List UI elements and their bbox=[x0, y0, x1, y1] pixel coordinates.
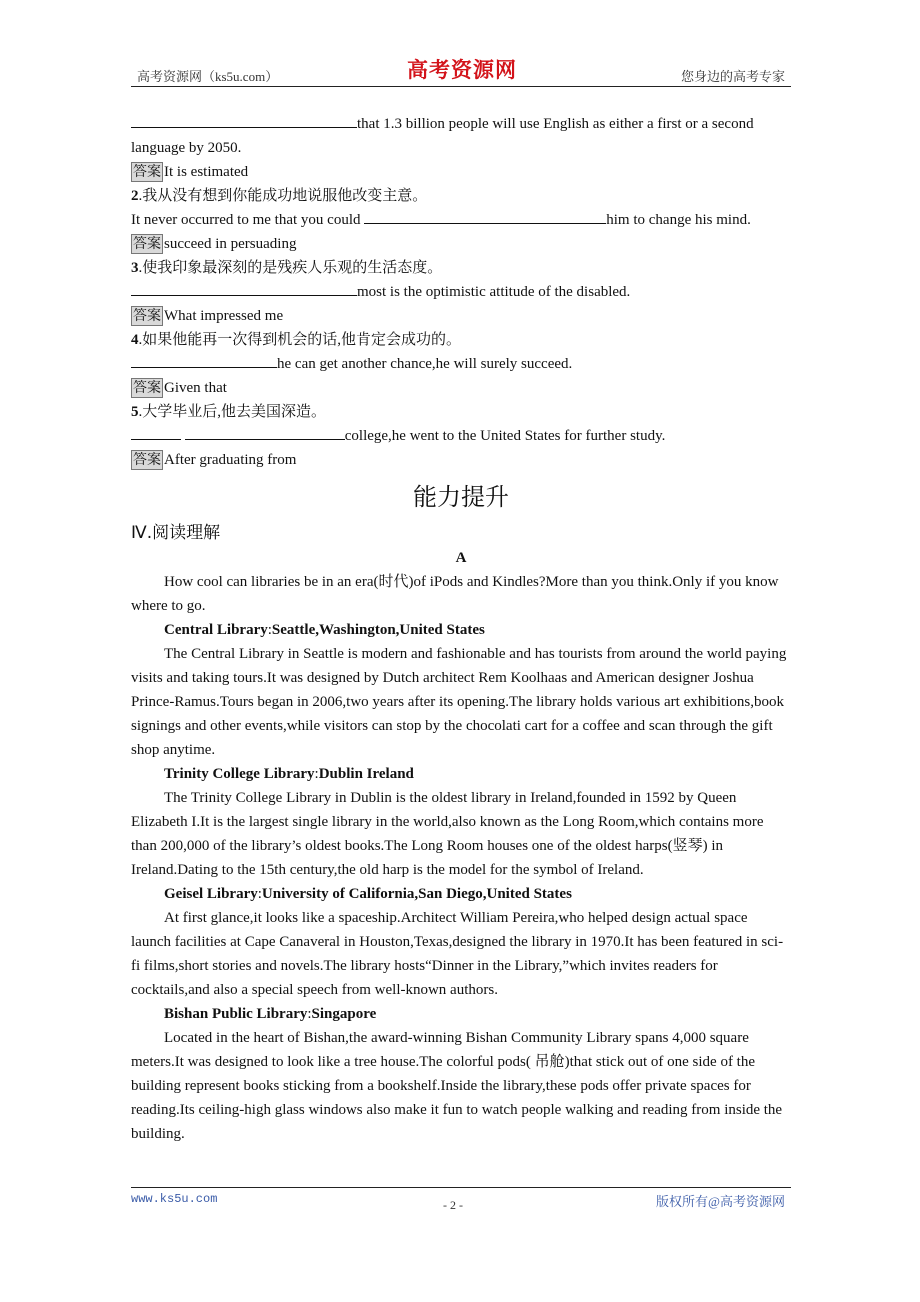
reading-subtitle: Ⅳ.阅读理解 bbox=[131, 523, 221, 543]
passage-label: A bbox=[455, 550, 467, 566]
page-content bbox=[131, 112, 791, 1146]
exercise-2-chinese: 2.我从没有想到你能成功地说服他改变主意。 bbox=[131, 188, 428, 204]
footer-copyright: 版权所有@高考资源网 bbox=[656, 1194, 785, 1209]
exercise-5-answer: 答案 After graduating from bbox=[133, 452, 297, 468]
library-paragraph: At first glance,it looks like a spaceship.Architect William Pereira,who helped design actual space launch facilities at Cape Canaveral in Houston,Texas,designed the library in 1970.It has been featured in sci-fi films,short stories and novels.The library hosts“Dinner in the Library,”which invites readers for cocktails,and also a special speech from well-known authors. bbox=[131, 910, 784, 998]
page-number: - 2 - bbox=[443, 1198, 463, 1212]
footer-site-link[interactable]: www.ks5u.com bbox=[131, 1192, 218, 1206]
exercise-4-answer: 答案 Given that bbox=[133, 380, 227, 396]
answer-label: 答案 bbox=[133, 452, 161, 468]
section-title: 能力提升 bbox=[413, 483, 509, 511]
header-site-name: 高考资源网（ks5u.com） bbox=[137, 69, 279, 84]
exercise-4-sentence: he can get another chance,he will surely succeed. bbox=[131, 352, 791, 376]
passage-intro: How cool can libraries be in an era(时代)of iPods and Kindles?More than you think.Only if you know where to go. bbox=[131, 574, 779, 614]
library-heading: Bishan Public Library:Singapore bbox=[164, 1006, 377, 1022]
answer-label: 答案 bbox=[133, 164, 161, 180]
answer-label: 答案 bbox=[133, 236, 161, 252]
page-header bbox=[131, 57, 791, 87]
exercise-5-sentence: college,he went to the United States for further study. bbox=[131, 424, 791, 448]
header-logo: 高考资源网 bbox=[407, 57, 517, 82]
page-footer bbox=[131, 1187, 791, 1218]
answer-label: 答案 bbox=[133, 308, 161, 324]
exercise-4-chinese: 4.如果他能再一次得到机会的话,他肯定会成功的。 bbox=[131, 332, 462, 348]
library-heading: Geisel Library:University of California,San Diego,United States bbox=[164, 886, 572, 902]
answer-blank bbox=[131, 425, 181, 440]
header-slogan: 您身边的高考专家 bbox=[680, 69, 785, 84]
exercise-1-sentence: that 1.3 billion people will use English as either a first or a second language by 2050. bbox=[131, 112, 791, 160]
exercise-5-chinese: 5.大学毕业后,他去美国深造。 bbox=[131, 404, 327, 420]
exercise-3-sentence: most is the optimistic attitude of the disabled. bbox=[131, 280, 791, 304]
library-paragraph: Located in the heart of Bishan,the award-winning Bishan Community Library spans 4,000 square meters.It was designed to look like a tree house.The colorful pods( 吊舱)that stick out of one side of the building represent books sticking from a bookshelf.Inside the library,these pods offer private spaces for reading.Its ceiling-high glass windows also make it fun to watch people walking and reading from inside the building. bbox=[131, 1030, 783, 1142]
answer-blank bbox=[185, 425, 345, 440]
library-heading: Central Library:Seattle,Washington,United States bbox=[164, 622, 485, 638]
answer-blank bbox=[131, 353, 277, 368]
answer-blank bbox=[364, 209, 606, 224]
answer-blank bbox=[131, 281, 357, 296]
exercise-2-sentence: It never occurred to me that you could him to change his mind. bbox=[131, 208, 791, 232]
library-heading: Trinity College Library:Dublin Ireland bbox=[164, 766, 414, 782]
library-paragraph: The Trinity College Library in Dublin is the oldest library in Ireland,founded in 1592 by Queen Elizabeth I.It is the largest single library in the world,also known as the Long Room,which contains more than 200,000 of the library’s oldest books.The Long Room houses one of the oldest harps(竖琴) in Ireland.Dating to the 15th century,the old harp is the model for the symbol of Ireland. bbox=[131, 790, 764, 878]
exercise-3-chinese: 3.使我印象最深刻的是残疾人乐观的生活态度。 bbox=[131, 260, 443, 276]
library-paragraph: The Central Library in Seattle is modern and fashionable and has tourists from around the world paying visits and taking tours.It was designed by Dutch architect Rem Koolhaas and American designer Joshua Prince-Ramus.Tours began in 2006,two years after its opening.The library holds various art exhibitions,book signings and other events,while visitors can stop by the chocolati cart for a coffee and scan through the gift shop anytime. bbox=[131, 646, 787, 758]
answer-blank bbox=[131, 113, 357, 128]
exercise-3-answer: 答案 What impressed me bbox=[133, 308, 284, 324]
exercise-2-answer: 答案 succeed in persuading bbox=[133, 236, 297, 252]
exercise-1-answer: 答案 It is estimated bbox=[133, 164, 249, 180]
answer-label: 答案 bbox=[133, 380, 161, 396]
